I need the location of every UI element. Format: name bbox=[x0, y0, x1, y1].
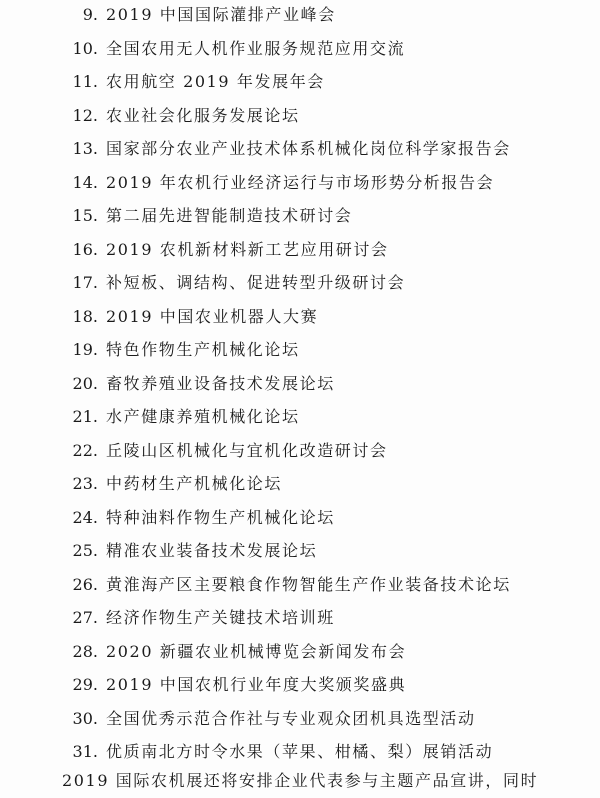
list-item bbox=[0, 469, 600, 499]
list-item bbox=[0, 101, 600, 131]
item-text: 经济作物生产关键技术培训班 bbox=[106, 608, 335, 627]
item-number: 29. bbox=[72, 675, 98, 694]
item-number: 21. bbox=[72, 407, 98, 426]
item-number: 11. bbox=[72, 72, 98, 91]
item-number: 25. bbox=[72, 541, 98, 560]
item-text: 优质南北方时令水果（苹果、柑橘、梨）展销活动 bbox=[106, 742, 494, 761]
item-number: 23. bbox=[72, 474, 98, 493]
list-item bbox=[0, 603, 600, 633]
item-text: 2019 中国农机行业年度大奖颁奖盛典 bbox=[106, 675, 407, 694]
item-text: 水产健康养殖机械化论坛 bbox=[106, 407, 300, 426]
item-text: 中药材生产机械化论坛 bbox=[106, 474, 283, 493]
item-text: 2019 农机新材料新工艺应用研讨会 bbox=[106, 239, 389, 259]
list-item bbox=[0, 201, 600, 231]
item-number: 24. bbox=[72, 507, 98, 527]
item-text: 黄淮海产区主要粮食作物智能生产作业装备技术论坛 bbox=[106, 574, 511, 594]
list-item bbox=[0, 436, 600, 466]
item-text: 2020 新疆农业机械博览会新闻发布会 bbox=[106, 641, 407, 661]
item-text: 特种油料作物生产机械化论坛 bbox=[106, 507, 335, 527]
list-item bbox=[0, 704, 600, 734]
item-text: 全国优秀示范合作社与专业观众团机具选型活动 bbox=[106, 708, 476, 728]
item-text: 全国农用无人机作业服务规范应用交流 bbox=[106, 38, 406, 58]
item-number: 27. bbox=[72, 608, 98, 627]
item-text: 第二届先进智能制造技术研讨会 bbox=[106, 206, 353, 225]
item-number: 18. bbox=[72, 306, 98, 326]
list-item bbox=[0, 168, 600, 198]
list-item bbox=[0, 268, 600, 298]
list-item bbox=[0, 670, 600, 700]
list-item bbox=[0, 637, 600, 667]
list-item bbox=[0, 67, 600, 97]
item-text: 补短板、调结构、促进转型升级研讨会 bbox=[106, 273, 406, 292]
list-item bbox=[0, 302, 600, 332]
item-text: 2019 年农机行业经济运行与市场形势分析报告会 bbox=[106, 172, 495, 192]
list-item bbox=[0, 369, 600, 399]
list-item bbox=[0, 536, 600, 566]
item-number: 17. bbox=[72, 273, 98, 292]
list-item bbox=[0, 34, 600, 64]
item-text: 丘陵山区机械化与宜机化改造研讨会 bbox=[106, 440, 388, 460]
item-number: 19. bbox=[72, 340, 98, 359]
list-item bbox=[0, 235, 600, 265]
item-number: 16. bbox=[72, 239, 98, 259]
item-number: 15. bbox=[72, 206, 98, 225]
item-number: 22. bbox=[72, 440, 98, 460]
list-item bbox=[0, 335, 600, 365]
item-text: 2019 中国农业机器人大赛 bbox=[106, 306, 319, 326]
item-text: 2019 中国国际灌排产业峰会 bbox=[106, 5, 336, 24]
item-text: 精准农业装备技术发展论坛 bbox=[106, 541, 318, 560]
item-number: 13. bbox=[72, 139, 98, 158]
item-number: 12. bbox=[72, 105, 98, 125]
body-paragraph: 2019 国际农机展还将安排企业代表参与主题产品宣讲，同时 bbox=[62, 771, 539, 790]
item-number: 30. bbox=[72, 708, 98, 728]
item-number: 9. bbox=[82, 5, 98, 24]
list-item bbox=[0, 134, 600, 164]
item-text: 畜牧养殖业设备技术发展论坛 bbox=[106, 373, 335, 393]
item-number: 31. bbox=[72, 742, 98, 761]
item-text: 农用航空 2019 年发展年会 bbox=[106, 72, 325, 91]
item-number: 26. bbox=[72, 574, 98, 594]
list-item bbox=[0, 0, 600, 30]
item-number: 28. bbox=[72, 641, 98, 661]
item-text: 国家部分农业产业技术体系机械化岗位科学家报告会 bbox=[106, 139, 511, 158]
item-number: 20. bbox=[72, 373, 98, 393]
item-text: 农业社会化服务发展论坛 bbox=[106, 105, 300, 125]
item-number: 14. bbox=[72, 172, 98, 192]
list-item bbox=[0, 402, 600, 432]
list-item bbox=[0, 737, 600, 767]
list-item bbox=[0, 570, 600, 600]
item-number: 10. bbox=[72, 38, 98, 58]
item-text: 特色作物生产机械化论坛 bbox=[106, 340, 300, 359]
list-item bbox=[0, 503, 600, 533]
